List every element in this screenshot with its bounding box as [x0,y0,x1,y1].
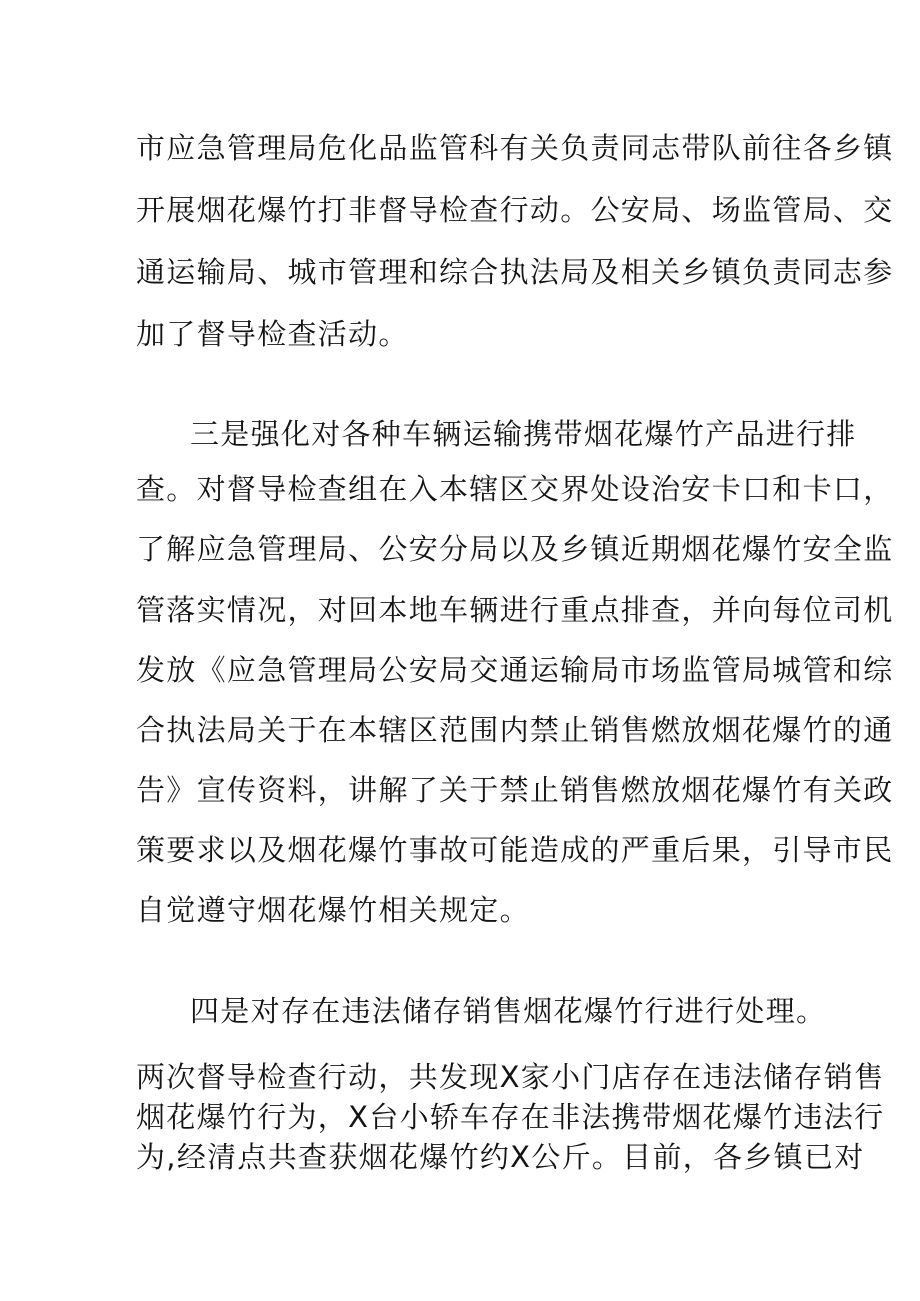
paragraph-4-line-1: 两次督导检查行动，共发现X家小门店存在违法储存销售 [136,1060,885,1094]
paragraph-2-line-9: 自觉遵守烟花爆竹相关规定。 [136,893,530,927]
paragraph-2-line-4: 管落实情况，对回本地车辆进行重点排查，并向每位司机 [136,593,894,627]
paragraph-1-line-4: 加了督导检查活动。 [136,317,409,351]
paragraph-2-line-5: 发放《应急管理局公安局交通运输局市场监管局城管和综 [136,653,894,687]
paragraph-2-line-3: 了解应急管理局、公安分局以及乡镇近期烟花爆竹安全监 [136,532,894,566]
paragraph-2-line-7: 告》宣传资料，讲解了关于禁止销售燃放烟花爆竹有关政 [136,773,894,807]
paragraph-4-line-2: 烟花爆竹行为，X台小轿车存在非法携带烟花爆竹违法行 [136,1100,885,1134]
paragraph-2-line-1: 三是强化对各种车辆运输携带烟花爆竹产品进行排 [190,417,857,451]
paragraph-2-line-2: 查。对督导检查组在入本辖区交界处设治安卡口和卡口， [136,472,894,506]
paragraph-3-line-1: 四是对存在违法储存销售烟花爆竹行进行处理。 [190,994,827,1028]
paragraph-2-line-8: 策要求以及烟花爆竹事故可能造成的严重后果，引导市民 [136,833,894,867]
paragraph-1-line-1: 市应急管理局危化品监管科有关负责同志带队前往各乡镇 [136,131,894,165]
paragraph-1-line-3: 通运输局、城市管理和综合执法局及相关乡镇负责同志参 [136,255,894,289]
paragraph-1-line-2: 开展烟花爆竹打非督导检查行动。公安局、场监管局、交 [136,193,894,227]
paragraph-4-line-3: 为,经清点共查获烟花爆竹约X公斤。目前，各乡镇已对 [136,1140,865,1174]
paragraph-2-line-6: 合执法局关于在本辖区范围内禁止销售燃放烟花爆竹的通 [136,713,894,747]
